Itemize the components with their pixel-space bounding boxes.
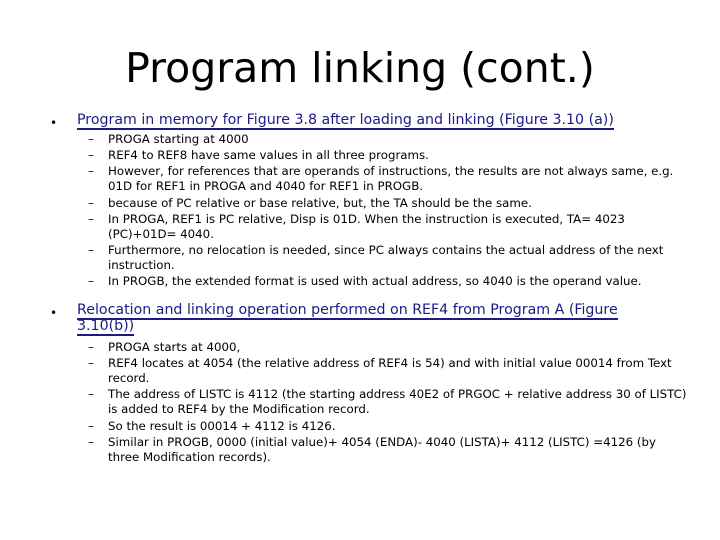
subitem-text: However, for references that are operands of instructions, the results are not always same, e.g. 01D for REF1 in PROGA and 4040 for REF1 in PROGB. xyxy=(108,164,674,194)
dash-marker: – xyxy=(88,132,94,146)
subitem xyxy=(88,132,688,147)
dash-marker: – xyxy=(88,356,94,371)
subitem xyxy=(88,274,688,289)
bullet-1-subitems xyxy=(88,132,688,290)
subitem-text: because of PC relative or base relative, but, the TA should be the same. xyxy=(108,195,532,210)
dash-marker: – xyxy=(88,164,94,179)
dash-marker: – xyxy=(88,418,94,433)
subitem-text: PROGA starting at 4000 xyxy=(108,132,249,146)
subitem xyxy=(88,356,688,386)
subitem-text: In PROGA, REF1 is PC relative, Disp is 01D. When the instruction is executed, TA= 4023 (PC)+01D= 4040. xyxy=(108,211,625,241)
bullet-2-heading-text: Relocation and linking operation performed on REF4 from Program A (Figure 3.10(b)) xyxy=(77,302,618,334)
bullet-marker: • xyxy=(50,116,58,130)
subitem-text: The address of LISTC is 4112 (the starting address 40E2 of PRGOC + relative address 30 of LISTC) is added to REF4 by the Modification record. xyxy=(108,387,687,417)
subitem-text: REF4 to REF8 have same values in all three programs. xyxy=(108,148,429,163)
subitem-text: REF4 locates at 4054 (the relative address of REF4 is 54) and with initial value 00014 from Text record. xyxy=(108,356,672,386)
dash-marker: – xyxy=(88,434,94,449)
bullet-2-subitems xyxy=(88,340,688,466)
subitem xyxy=(88,243,688,273)
dash-marker: – xyxy=(88,242,94,257)
bullet-1-heading xyxy=(77,112,662,128)
dash-marker: – xyxy=(88,340,94,354)
subitem-text: In PROGB, the extended format is used with actual address, so 4040 is the operand value. xyxy=(108,274,642,289)
subitem xyxy=(88,164,688,194)
subitem xyxy=(88,340,688,355)
subitem-text: Similar in PROGB, 0000 (initial value)+ 4054 (ENDA)- 4040 (LISTA)+ 4112 (LISTC) =4126 (by three Modification records). xyxy=(108,434,656,464)
subitem xyxy=(88,387,688,417)
dash-marker: – xyxy=(88,274,94,289)
subitem xyxy=(88,212,688,242)
bullet-1-heading-text: Program in memory for Figure 3.8 after loading and linking (Figure 3.10 (a)) xyxy=(77,112,614,128)
subitem-text: PROGA starts at 4000, xyxy=(108,340,241,354)
subitem xyxy=(88,435,688,465)
bullet-2-heading xyxy=(77,302,647,334)
subitem-text: So the result is 00014 + 4112 is 4126. xyxy=(108,418,336,433)
dash-marker: – xyxy=(88,387,94,402)
subitem xyxy=(88,419,688,434)
dash-marker: – xyxy=(88,211,94,226)
dash-marker: – xyxy=(88,148,94,163)
bullet-marker: • xyxy=(50,306,58,320)
dash-marker: – xyxy=(88,195,94,210)
subitem xyxy=(88,196,688,211)
slide-title: Program linking (cont.) xyxy=(125,44,595,92)
subitem xyxy=(88,148,688,163)
subitem-text: Furthermore, no relocation is needed, since PC always contains the actual address of the next instruction. xyxy=(108,242,664,272)
